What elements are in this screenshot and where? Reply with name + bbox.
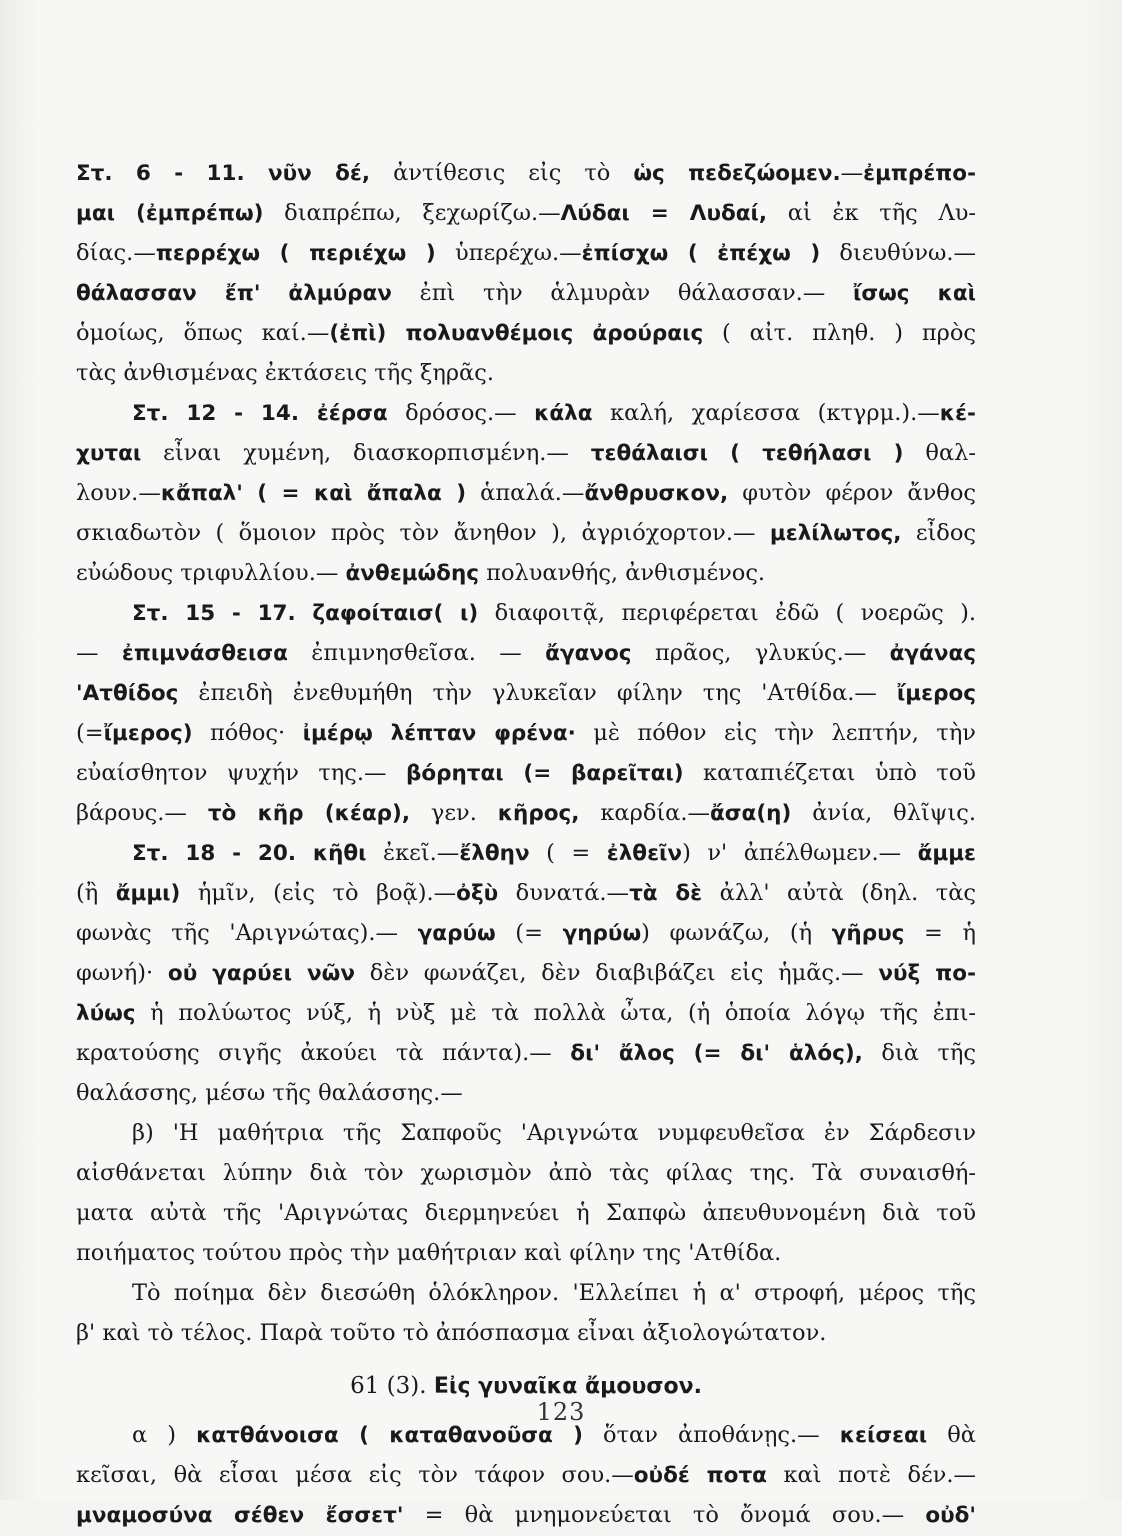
text-line (76, 713, 976, 753)
lemma: οὐδ' (925, 1503, 976, 1528)
lemma: βόρηται (= βαρεῖται) (405, 761, 684, 786)
section-number: 61 (3). (350, 1373, 434, 1399)
text-line (76, 433, 976, 473)
gloss: Τὸ ποίημα δὲν διεσώθη ὁλόκληρον. 'Ελλείπει ἡ α' στροφή, μέρος τῆς (132, 1280, 976, 1306)
text-line (76, 1233, 976, 1273)
gloss: ὑπερέχω.— (435, 240, 582, 266)
gloss: δρόσος.— (387, 400, 535, 426)
gloss: καὶ ποτὲ δέν.— (766, 1462, 976, 1488)
gloss: ἀνία, θλῖψις. (791, 800, 976, 826)
lemma: Στ. 12 - 14. ἐέρσα (132, 401, 388, 426)
lemma: λύως (76, 1001, 136, 1026)
lemma: κέ- (939, 401, 976, 426)
lemma: ἴμερος) (103, 721, 193, 746)
gloss: (= (495, 920, 563, 946)
text-line (76, 753, 976, 793)
gloss: ματα αὐτὰ τῆς 'Αριγνώτας διερμηνεύει ἡ Σαπφὼ ἀπευθυνομένη διὰ τοῦ (76, 1200, 976, 1226)
lemma: τεθάλαισι ( τεθήλασι ) (590, 441, 904, 466)
gloss: ἡ πολύωτος νύξ, ἡ νὺξ μὲ τὰ πολλὰ ὦτα, (ἡ ὁποία λόγῳ τῆς ἐπι- (135, 1000, 976, 1026)
gloss: εὐώδους τριφυλλίου.— (76, 560, 346, 586)
gloss: δὲν φωνάζει, δὲν διαβιβάζει εἰς ἡμᾶς.— (354, 960, 879, 986)
gloss: ποιήματος τούτου πρὸς τὴν μαθήτριαν καὶ φίλην της 'Ατθίδα. (76, 1240, 782, 1266)
text-line (76, 233, 976, 273)
gloss: πρᾶος, γλυκύς.— (631, 640, 890, 666)
gloss: ἐπειδὴ ἐνεθυμήθη τὴν γλυκεῖαν φίλην της 'Ατθίδα.— (178, 680, 897, 706)
lemma: θάλασσαν ἔπ' ἀλμύραν (76, 281, 392, 306)
page-number: 123 (536, 1398, 586, 1426)
gloss: ἐπιμνησθεῖσα. — (287, 640, 546, 666)
lemma: μελίλωτος, (769, 521, 902, 546)
gloss: κεῖσαι, θὰ εἶσαι μέσα εἰς τὸν τάφον σου.— (76, 1462, 634, 1488)
lemma: γαρύω (417, 921, 496, 946)
gloss: (ἢ (76, 880, 116, 906)
gloss: β) 'Η μαθήτρια τῆς Σαπφοῦς 'Αριγνώτα νυμφευθεῖσα ἐν Σάρδεσιν (132, 1120, 976, 1146)
text-line (76, 913, 976, 953)
lemma: οὐδέ ποτα (633, 1463, 767, 1488)
text-line (76, 673, 976, 713)
lemma: μναμοσύνα σέθεν ἔσσετ' (76, 1503, 404, 1528)
text-line (76, 313, 976, 353)
text-line (76, 1495, 976, 1535)
text-line (76, 633, 976, 673)
text-line (76, 1273, 976, 1313)
gloss: — (76, 640, 122, 666)
gloss: εὐαίσθητον ψυχήν της.— (76, 760, 406, 786)
gloss: ἐκεῖ.— (366, 840, 460, 866)
lemma: κάλα (534, 401, 593, 426)
lemma: δι' ἄλος (= δι' ἁλός), (570, 1041, 863, 1066)
text-line (76, 1193, 976, 1233)
text-line (76, 473, 976, 513)
lemma: χυται (76, 441, 142, 466)
text-line (76, 513, 976, 553)
text-line (76, 593, 976, 633)
gloss: — (840, 160, 864, 186)
gloss: σκιαδωτὸν ( ὅμοιον πρὸς τὸν ἄνηθον ), ἀγριόχορτον.— (76, 520, 770, 546)
gloss: φυτὸν φέρον ἄνθος (728, 480, 976, 506)
gloss: κρατούσης σιγῆς ἀκούει τὰ πάντα).— (76, 1040, 571, 1066)
commentary-text (76, 153, 976, 1535)
gloss: καρδία.— (579, 800, 711, 826)
gloss: τὰς ἀνθισμένας ἐκτάσεις τῆς ξηρᾶς. (76, 360, 494, 386)
gloss: = θὰ μνημονεύεται τὸ ὄνομά σου.— (403, 1502, 926, 1528)
gloss: ) ν' ἀπέλθωμεν.— (682, 840, 918, 866)
lemma: ἄσα(η) (710, 801, 792, 826)
lemma: ἐπιμνάσθεισα (121, 641, 288, 666)
lemma: γῆρυς (831, 921, 905, 946)
lemma: ἄνθρυσκον, (584, 481, 729, 506)
gloss: λουν.— (76, 480, 161, 506)
text-line (76, 1455, 976, 1495)
lemma: ἀνθεμώδης (345, 561, 479, 586)
lemma: τὰ δὲ (629, 881, 703, 906)
gloss: ὁμοίως, ὅπως καί.— (76, 320, 330, 346)
gloss: ὅταν ἀποθάνῃς.— (583, 1422, 840, 1448)
section-title: Εἰς γυναῖκα ἄμουσον. (433, 1374, 702, 1399)
lemma: ὀξὺ (456, 881, 499, 906)
gloss: ἀλλ' αὐτὰ (δηλ. τὰς (702, 880, 976, 906)
gloss: (= (76, 720, 104, 746)
gloss: ἁπαλά.— (466, 480, 585, 506)
gloss: φωνή)· (76, 960, 168, 986)
gloss: θαλάσσης, μέσω τῆς θαλάσσης.— (76, 1080, 463, 1106)
lemma: (ἐπὶ) πολυανθέμοις ἀρούραις (329, 321, 704, 346)
lemma: τὸ κῆρ (κέαρ), (207, 801, 410, 826)
gloss: πόθος· (192, 720, 303, 746)
gloss: διαφοιτᾷ, περιφέρεται ἐδῶ ( νοερῶς ). (478, 600, 976, 626)
lemma: κἄπαλ' ( = καὶ ἄπαλα ) (160, 481, 467, 506)
gloss: β' καὶ τὸ τέλος. Παρὰ τοῦτο τὸ ἀπόσπασμα εἶναι ἀξιολογώτατον. (76, 1320, 827, 1346)
lemma: ἐλθεῖν (606, 841, 683, 866)
lemma: ἐμπρέπο- (863, 161, 976, 186)
lemma: ἰμέρῳ λέπταν φρένα· (302, 721, 576, 746)
lemma: κατθάνοισα ( καταθανοῦσα ) (196, 1423, 584, 1448)
lemma: περρέχω ( περιέχω ) (155, 241, 436, 266)
gloss: μὲ πόθον εἰς τὴν λεπτήν, τὴν (575, 720, 976, 746)
gloss: βάρους.— (76, 800, 208, 826)
text-line (76, 1073, 976, 1113)
gloss: ( αἰτ. πληθ. ) πρὸς (703, 320, 976, 346)
text-line (76, 153, 976, 193)
text-line (76, 1033, 976, 1073)
gloss: ἐπὶ τὴν ἁλμυρὰν θάλασσαν.— (391, 280, 853, 306)
gloss: α ) (132, 1422, 197, 1448)
gloss: πολυανθής, ἀνθισμένος. (479, 560, 766, 586)
gloss: φωνὰς τῆς 'Αριγνώτας).— (76, 920, 418, 946)
lemma: γηρύω (562, 921, 642, 946)
lemma: Στ. 6 - 11. νῦν δέ, (76, 161, 371, 186)
text-line (76, 993, 976, 1033)
gloss: εἶναι χυμένη, διασκορπισμένη.— (141, 440, 591, 466)
lemma: Λύδαι = Λυδαί, (560, 201, 768, 226)
lemma: ἔλθην (459, 841, 530, 866)
lemma: κῆρος, (497, 801, 580, 826)
text-line (76, 1113, 976, 1153)
text-line (76, 1313, 976, 1353)
gloss: καταπιέζεται ὑπὸ τοῦ (683, 760, 976, 786)
lemma: ὡς πεδεζώομεν. (633, 161, 841, 186)
lemma: μαι (ἐμπρέπω) (76, 201, 264, 226)
lemma: 'Ατθίδος (76, 681, 179, 706)
gloss: διαπρέπω, ξεχωρίζω.— (263, 200, 561, 226)
lemma: ἄμμε (917, 841, 976, 866)
text-line (76, 193, 976, 233)
gloss: διὰ τῆς (862, 1040, 976, 1066)
lemma: Στ. 18 - 20. κῆθι (132, 841, 367, 866)
lemma: νύξ πο- (878, 961, 977, 986)
text-line (76, 553, 976, 593)
lemma: κείσεαι (839, 1423, 928, 1448)
gloss: ἀντίθεσις εἰς τὸ (370, 160, 634, 186)
gloss: = ἡ (904, 920, 976, 946)
gloss: θὰ (927, 1422, 976, 1448)
gloss: διευθύνω.— (820, 240, 976, 266)
text-line (76, 273, 976, 313)
gloss: γεν. (410, 800, 498, 826)
gloss: δυνατά.— (498, 880, 630, 906)
gloss: θαλ- (903, 440, 977, 466)
gloss: καλή, χαρίεσσα (κτγρμ.).— (592, 400, 940, 426)
text-line (76, 953, 976, 993)
lemma: ἴσως καὶ (853, 281, 976, 306)
text-line (76, 873, 976, 913)
gloss: ( = (529, 840, 607, 866)
lemma: ἄμμι) (115, 881, 181, 906)
lemma: οὐ γαρύει νῶν (167, 961, 355, 986)
gloss: αἱ ἐκ τῆς Λυ- (767, 200, 976, 226)
gloss: αἰσθάνεται λύπην διὰ τὸν χωρισμὸν ἀπὸ τὰς φίλας της. Τὰ συναισθή- (76, 1160, 976, 1186)
gloss: εἶδος (901, 520, 976, 546)
gloss: ) φωνάζω, (ἡ (641, 920, 832, 946)
lemma: ἀγάνας (889, 641, 976, 666)
text-line (76, 353, 976, 393)
lemma: ἴμερος (896, 681, 976, 706)
text-line (76, 833, 976, 873)
lemma: ἐπίσχω ( ἐπέχω ) (581, 241, 821, 266)
gloss: δίας.— (76, 240, 156, 266)
gloss: ἡμῖν, (εἰς τὸ βοᾷ).— (180, 880, 457, 906)
lemma: ἄγανος (545, 641, 632, 666)
text-line (76, 793, 976, 833)
text-line (76, 1153, 976, 1193)
text-line (76, 393, 976, 433)
lemma: Στ. 15 - 17. ζαφοίταισ( ι) (132, 601, 479, 626)
